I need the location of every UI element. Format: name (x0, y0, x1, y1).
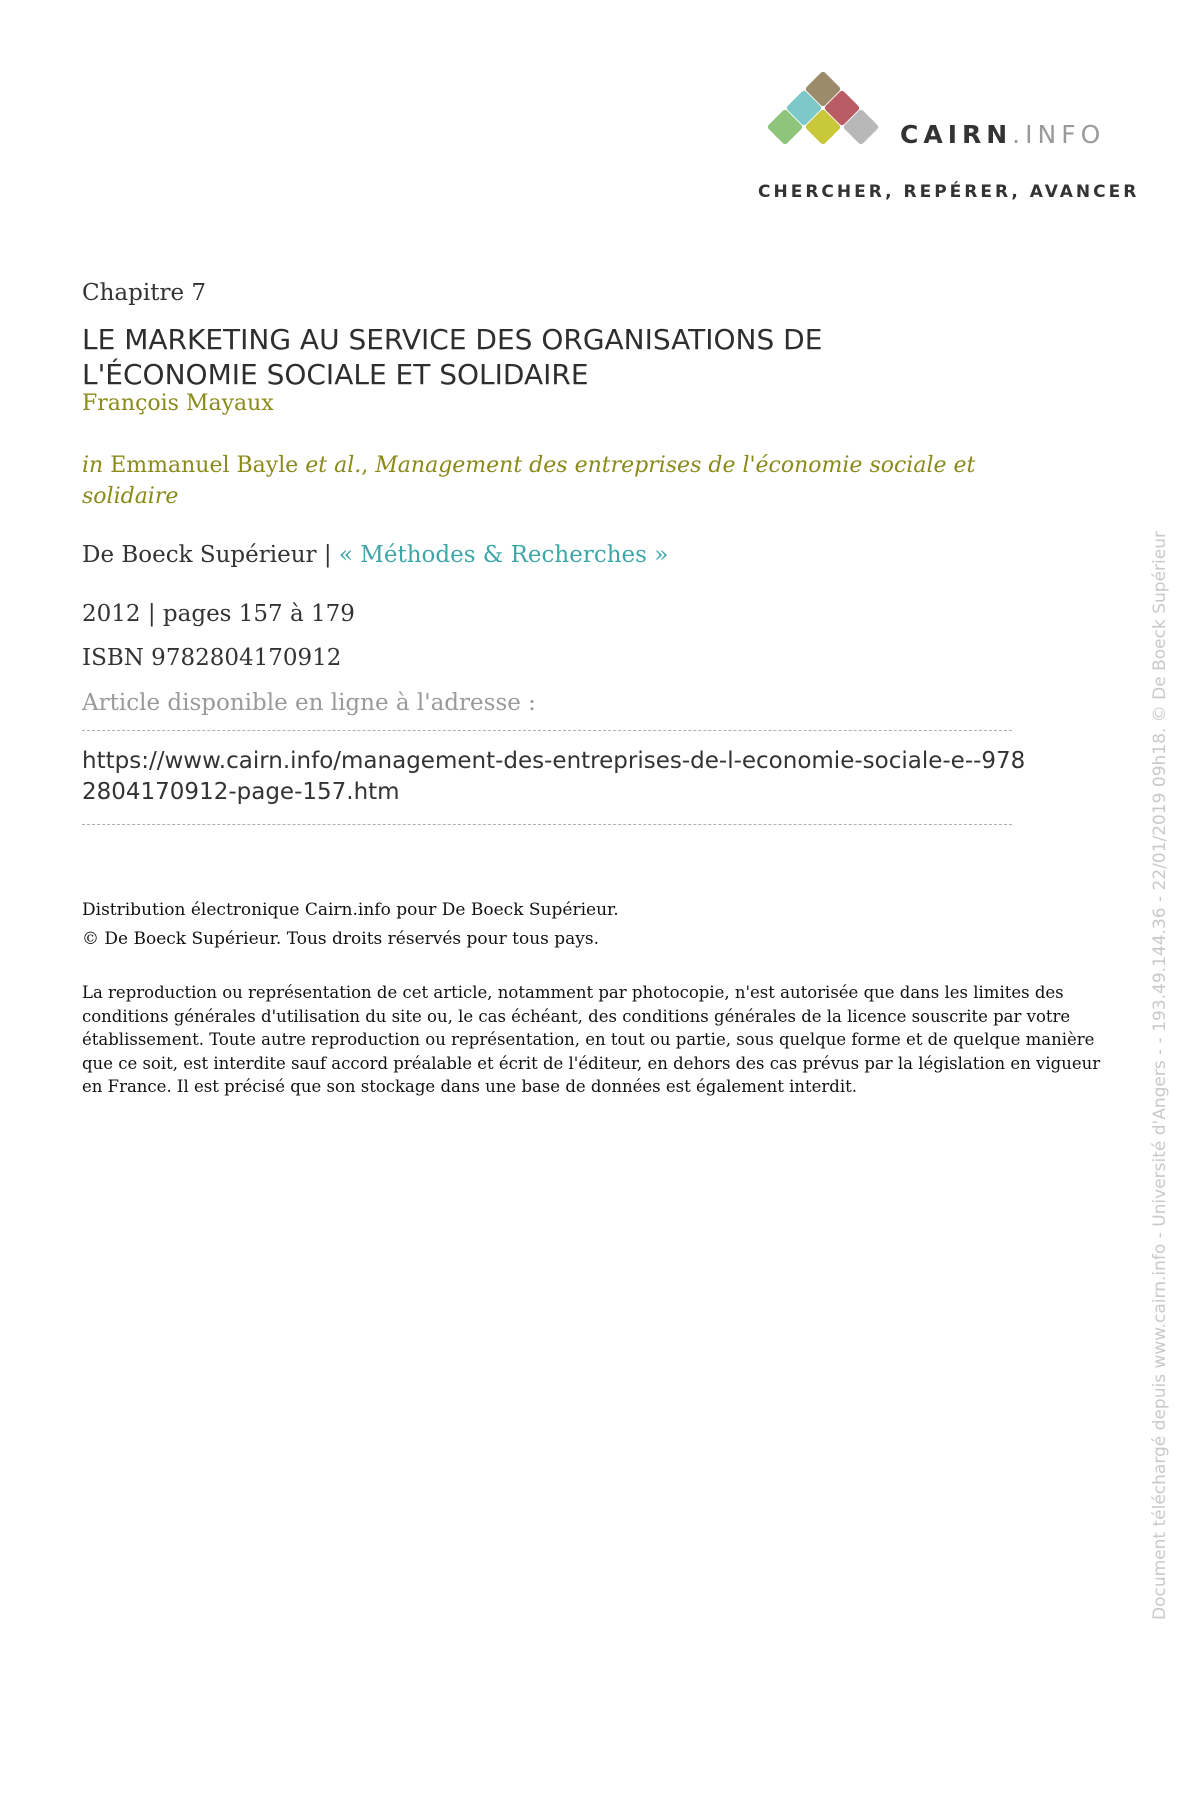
available-label: Article disponible en ligne à l'adresse : (82, 690, 536, 716)
series-link[interactable]: « Méthodes & Recherches » (338, 542, 669, 568)
chapter-label: Chapitre 7 (82, 280, 206, 306)
article-url-link[interactable]: https://www.cairn.info/management-des-entreprises-de-l-economie-sociale-e--9782804170912-page-157.htm (82, 748, 1026, 805)
publisher-line (82, 542, 1032, 568)
logo-diamonds-icon (758, 72, 888, 162)
logo-tagline: CHERCHER, REPÉRER, AVANCER (758, 182, 1140, 202)
legal-notice: La reproduction ou représentation de cet article, notamment par photocopie, n'est autorisée que dans les limites des conditions générales d'utilisation du site ou, le cas échéant, des conditions générales de la licence souscrite par votre établissement. Toute autre reproduction ou représentation, en tout ou partie, sous quelque forme et de quelque manière que ce soit, est interdite sauf accord préalable et écrit de l'éditeur, en dehors des cas prévus par la législation en vigueur en France. Il est précisé que son stockage dans une base de données est également interdit. (82, 983, 1101, 1096)
publisher-name: De Boeck Supérieur | (82, 542, 339, 568)
in-prefix: in (82, 453, 111, 478)
logo-wordmark (900, 120, 1105, 149)
chapter-title: LE MARKETING AU SERVICE DES ORGANISATIONS DE L'ÉCONOMIE SOCIALE ET SOLIDAIRE (82, 323, 823, 391)
divider-top (82, 730, 1012, 731)
download-watermark: Document téléchargé depuis www.cairn.info - Université d'Angers - - 193.49.144.36 - 22/01/2019 09h18. © De Boeck Supérieur (1150, 531, 1170, 1620)
divider-bottom (82, 824, 1012, 825)
book-title-link[interactable]: Management des entreprises de l'économie sociale et solidaire (82, 453, 976, 509)
cairn-logo (758, 72, 1140, 212)
author-name[interactable]: François Mayaux (82, 391, 274, 416)
isbn-info: ISBN 9782804170912 (82, 645, 342, 671)
ref-separator: , (361, 453, 376, 478)
logo-brand-light: .INFO (1012, 120, 1106, 149)
pages-info: 2012 | pages 157 à 179 (82, 601, 355, 627)
book-reference (82, 450, 1062, 512)
copyright-note: © De Boeck Supérieur. Tous droits réservés pour tous pays. (82, 929, 600, 949)
book-editor[interactable]: Emmanuel Bayle (110, 453, 299, 478)
logo-brand-bold: CAIRN (900, 120, 1013, 149)
et-al: et al. (298, 453, 362, 478)
distribution-note: Distribution électronique Cairn.info pour De Boeck Supérieur. (82, 900, 619, 920)
